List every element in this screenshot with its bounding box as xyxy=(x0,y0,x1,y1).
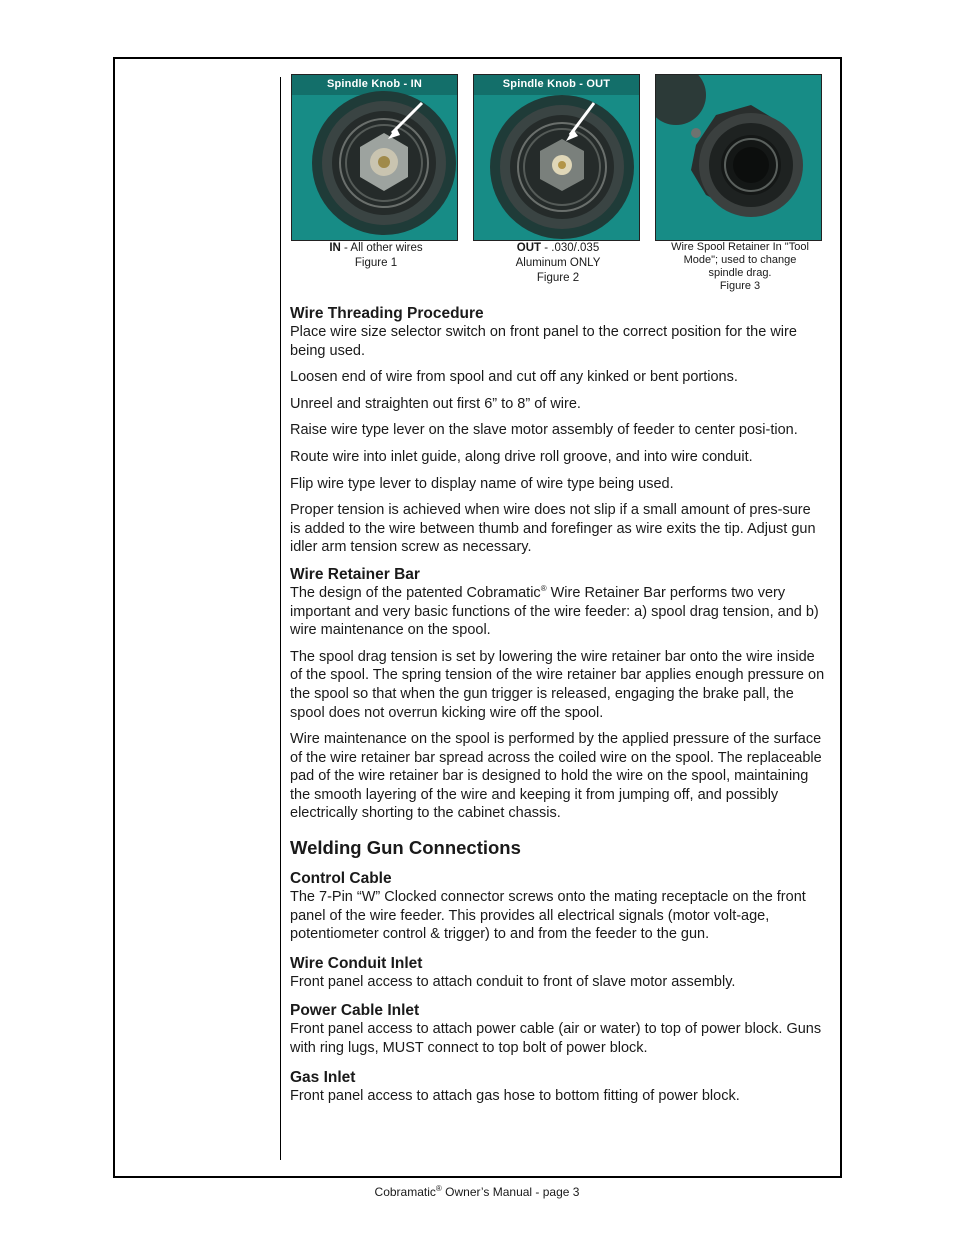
control-cable-heading: Control Cable xyxy=(290,870,392,888)
wire-threading-step-5: Route wire into inlet guide, along drive roll groove, and into wire conduit. xyxy=(290,448,753,465)
figure-2 xyxy=(473,74,643,286)
wire-threading-step-4: Raise wire type lever on the slave motor assembly of feeder to center posi-tion. xyxy=(290,422,798,439)
figure-2-caption-line2: Aluminum ONLY xyxy=(515,257,601,269)
margin-rule xyxy=(280,77,281,1160)
figure-3-photo xyxy=(655,74,822,241)
wire-threading-step-3: Unreel and straighten out first 6” to 8” of wire. xyxy=(290,395,581,412)
power-cable-text: Front panel access to attach power cable (air or water) to top of power block. Guns with ring lugs, MUST connect to top bolt of power block. xyxy=(290,1021,822,1057)
figure-2-photo xyxy=(473,74,640,241)
figure-3-caption-line1: Wire Spool Retainer In "Tool xyxy=(671,241,809,253)
figure-1-photo xyxy=(291,74,458,241)
wire-conduit-text: Front panel access to attach conduit to front of slave motor assembly. xyxy=(290,973,736,990)
gas-inlet-heading: Gas Inlet xyxy=(290,1068,356,1086)
power-cable-heading: Power Cable Inlet xyxy=(290,1002,420,1020)
spindle-knob-out-image xyxy=(474,75,640,241)
figure-1-caption-text: - All other wires xyxy=(340,242,423,254)
figure-2-caption-bold: OUT xyxy=(516,242,542,254)
wire-threading-step-6: Flip wire type lever to display name of wire type being used. xyxy=(290,475,674,492)
welding-gun-heading: Welding Gun Connections xyxy=(290,837,521,859)
wire-retainer-paragraph-1 xyxy=(290,584,825,640)
figure-3-caption-line2: Mode"; used to change xyxy=(683,254,797,266)
wire-threading-step-2: Loosen end of wire from spool and cut off any kinked or bent portions. xyxy=(290,369,738,386)
figure-3 xyxy=(655,74,825,293)
figure-row xyxy=(290,74,825,304)
figure-2-caption-text: - .030/.035 xyxy=(541,242,600,254)
figure-3-caption-line3: spindle drag. xyxy=(708,267,772,279)
figure-1-caption xyxy=(291,241,461,271)
wire-retainer-paragraph-2: The spool drag tension is set by lowering the wire retainer bar onto the wire inside of the spool. The spring tension of the wire retainer bar applies enough pressure on the spool so that when the gun trigger is released, engaging the brake pall, the spool does not overrun kicking wire off the spool. xyxy=(290,648,825,721)
figure-1-caption-bold: IN xyxy=(329,242,341,254)
figure-1-photo-label: Spindle Knob - IN xyxy=(326,78,423,90)
figure-1-caption-number: Figure 1 xyxy=(354,257,398,269)
figure-2-caption-number: Figure 2 xyxy=(536,272,580,284)
footer-registered-mark: ® xyxy=(435,1184,442,1193)
wire-threading-step-7: Proper tension is achieved when wire does not slip if a small amount of pres-sure is added to the wire between thumb and forefinger as wire exits the tip. Adjust gun idler arm tension screw as necessary. xyxy=(290,502,816,556)
footer-brand: Cobramatic xyxy=(374,1185,436,1199)
wire-retainer-p1-start: The design of the patented Cobramatic xyxy=(290,584,541,601)
figure-2-photo-label: Spindle Knob - OUT xyxy=(502,78,611,90)
wire-threading-step-1: Place wire size selector switch on front panel to the correct position for the wire being used. xyxy=(290,324,797,359)
figure-1 xyxy=(291,74,461,271)
figure-3-caption-number: Figure 3 xyxy=(719,280,761,292)
wire-threading-heading: Wire Threading Procedure xyxy=(290,305,484,322)
wire-retainer-paragraph-3: Wire maintenance on the spool is performed by the applied pressure of the surface of the wire retainer bar spread across the coiled wire on the spool. The replaceable pad of the wire retainer bar is designed to hold the wire on the spool, maintaining the smooth layering of the wire and keeping it from jumping off, and possibly electrically shorting to the cabinet chassis. xyxy=(290,731,822,822)
spindle-knob-in-image xyxy=(292,75,458,241)
footer-page-label: Owner’s Manual - page 3 xyxy=(441,1185,580,1199)
registered-mark: ® xyxy=(540,584,547,594)
wire-conduit-heading: Wire Conduit Inlet xyxy=(290,954,423,972)
wire-retainer-heading: Wire Retainer Bar xyxy=(290,565,420,583)
control-cable-text: The 7-Pin “W” Clocked connector screws onto the mating receptacle on the front panel of the wire feeder. This provides all electrical signals (motor volt-age, potentiometer control & trigger) to and from the feeder to the gun. xyxy=(290,889,806,943)
figure-2-caption xyxy=(473,241,643,286)
gas-inlet-text: Front panel access to attach gas hose to bottom fitting of power block. xyxy=(290,1087,740,1104)
wire-retainer-p1-end: Wire Retainer Bar performs two very important and very basic functions of the wire feeder: a) spool drag tension, and b) wire maintenance on the spool. xyxy=(290,584,819,639)
page-footer xyxy=(0,1185,954,1199)
main-content xyxy=(290,74,825,1105)
figure-3-caption xyxy=(655,241,825,293)
wire-spool-retainer-image xyxy=(656,75,822,241)
